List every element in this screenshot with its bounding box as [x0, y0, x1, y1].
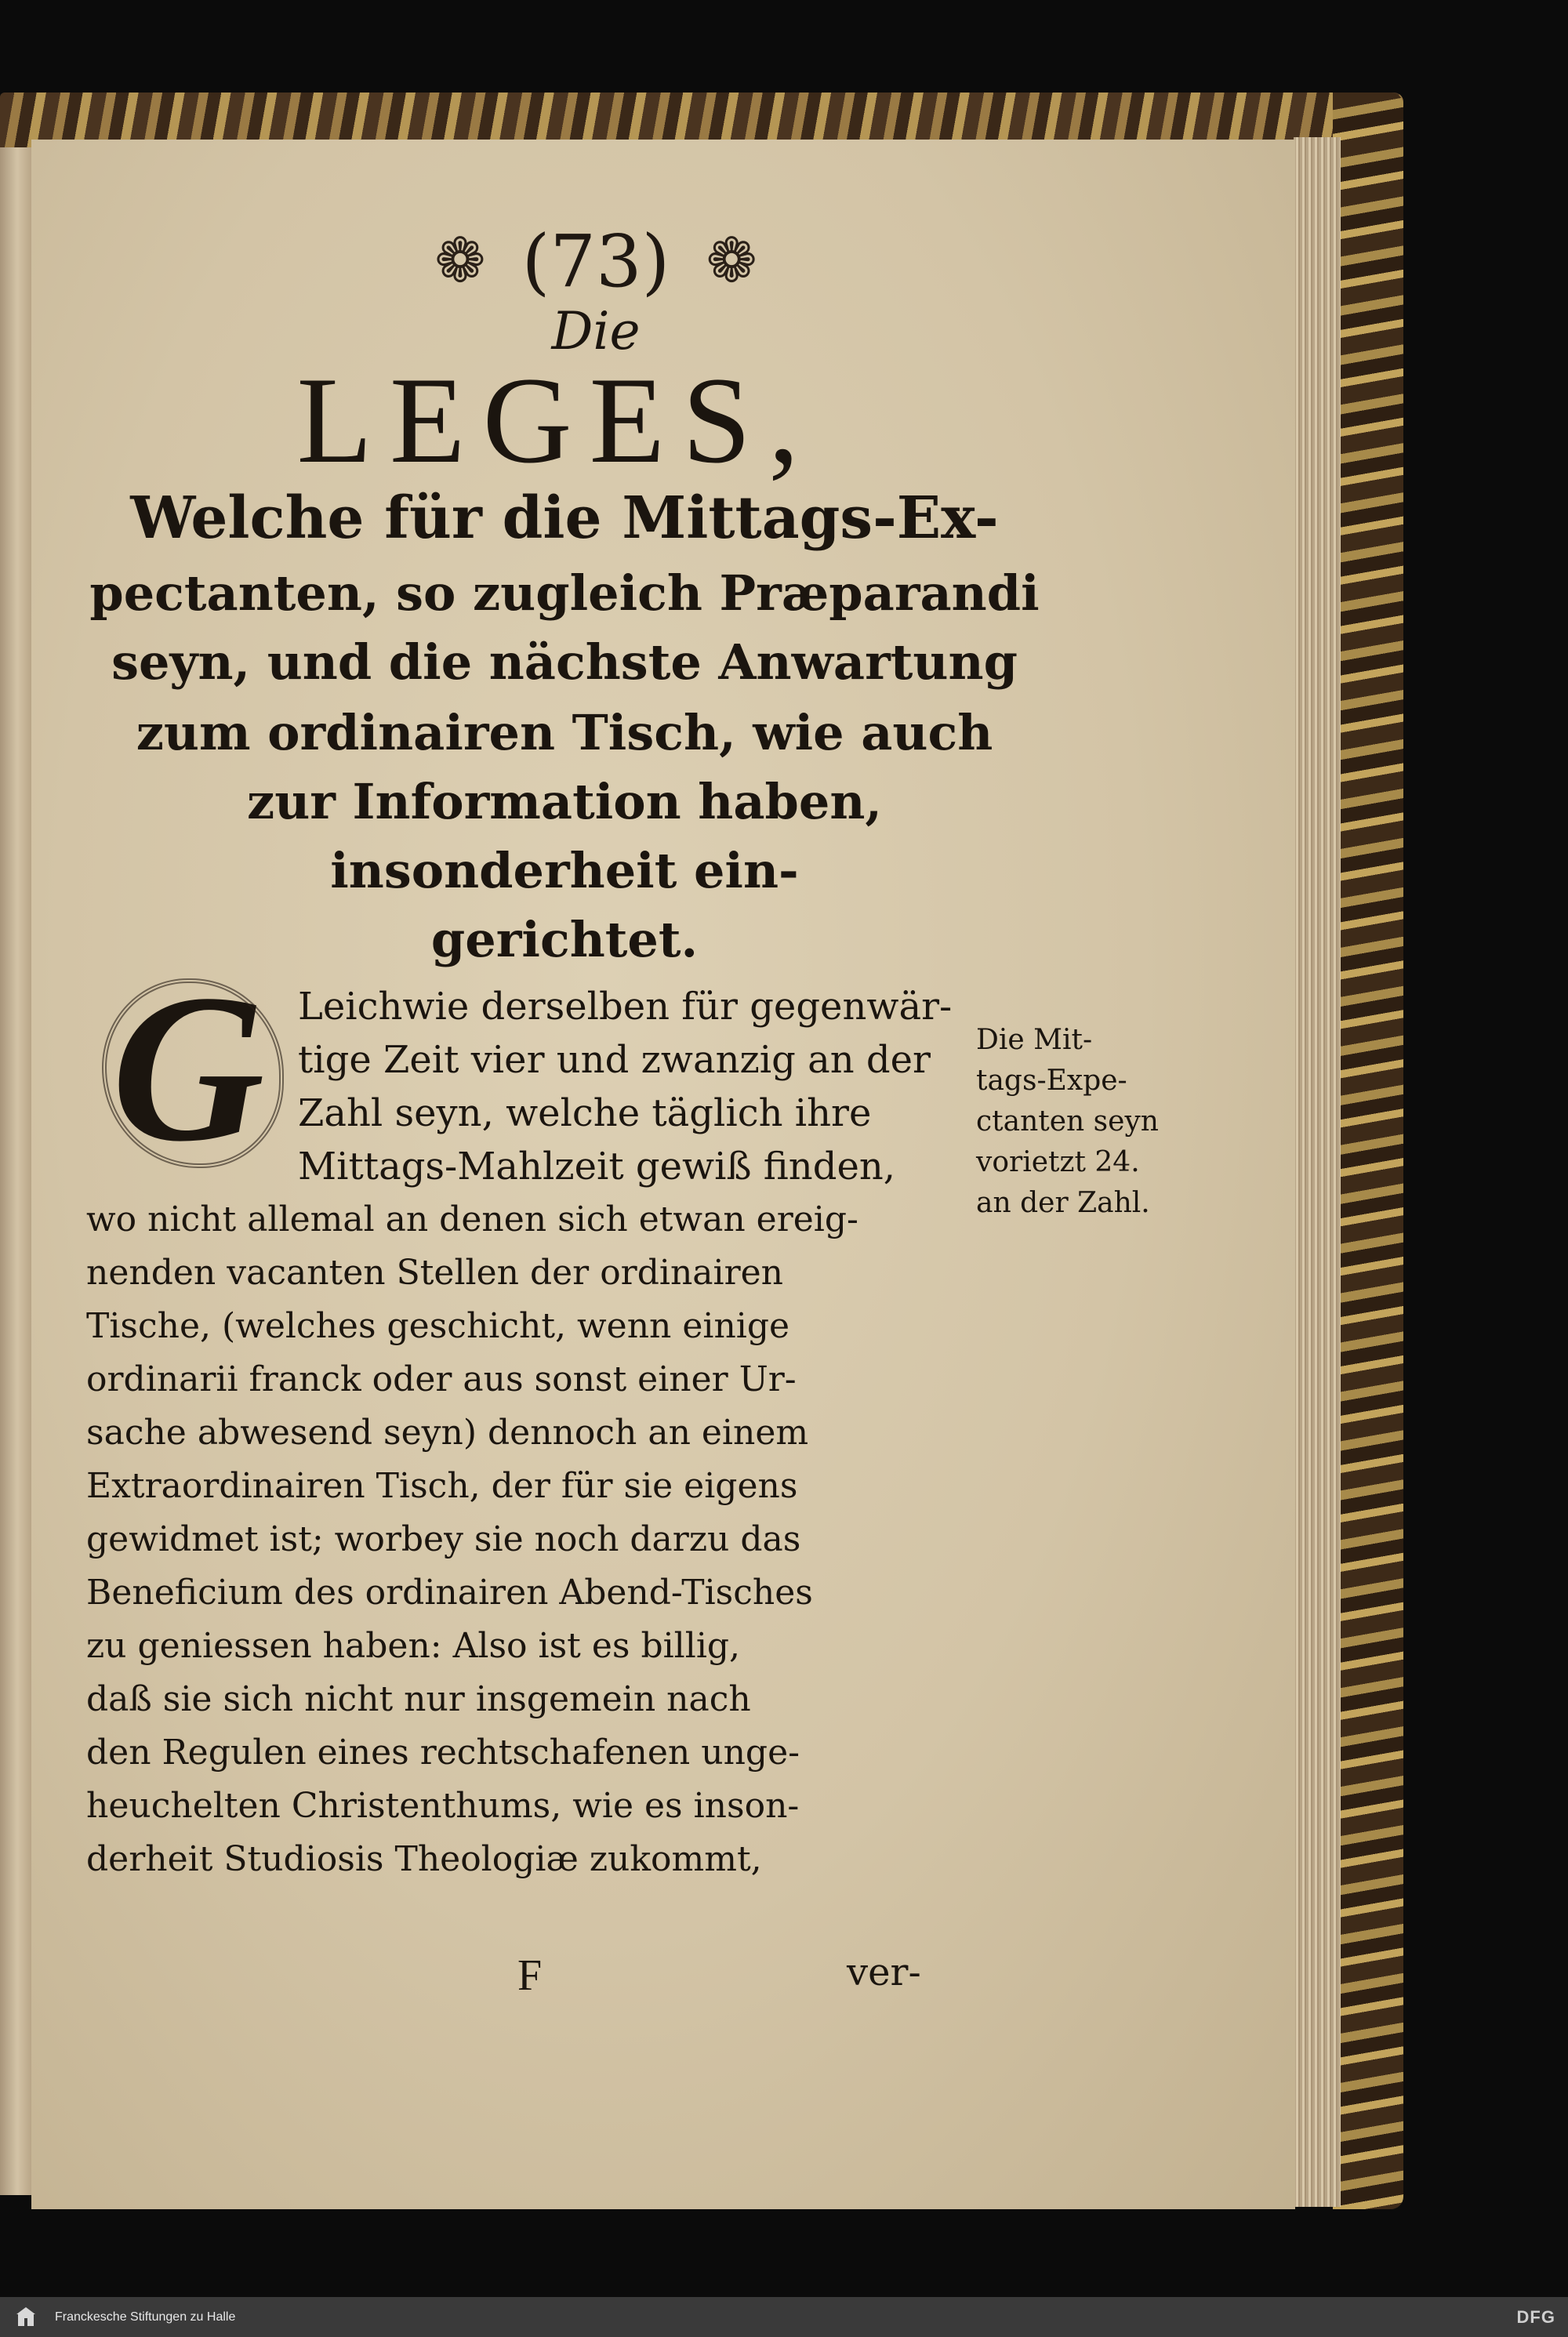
body-line: Tische, (welches geschicht, wenn einige	[86, 1306, 790, 1346]
subtitle-line: zur Information haben,	[247, 773, 882, 830]
left-page-edge	[0, 118, 33, 2195]
body-line: heuchelten Christenthums, wie es inson-	[86, 1786, 800, 1826]
page-header	[361, 218, 831, 304]
body-line: ordinarii franck oder aus sonst einer Ur-	[86, 1359, 797, 1399]
body-line: Leichwie derselben für gegenwär-	[298, 985, 953, 1029]
subtitle-line: seyn, und die nächste Anwartung	[111, 633, 1018, 691]
subtitle-line: pectanten, so zugleich Præparandi	[89, 564, 1040, 622]
body-line: nenden vacanten Stellen der ordinairen	[86, 1253, 784, 1293]
body-line: wo nicht allemal an denen sich etwan ereig-	[86, 1199, 858, 1239]
title-die: Die	[551, 301, 641, 361]
subtitle-line: gerichtet.	[430, 911, 699, 968]
body-line: Zahl seyn, welche täglich ihre	[298, 1091, 872, 1135]
drop-cap: G	[94, 971, 282, 1167]
body-line: sache abwesend seyn) dennoch an einem	[86, 1413, 809, 1453]
signature-mark: F	[517, 1951, 543, 2000]
flower-ornament-icon: ❁	[434, 226, 486, 296]
subtitle-line: Welche für die Mittags-Ex-	[130, 484, 999, 552]
book-page	[31, 140, 1295, 2209]
subtitle-line: zum ordinairen Tisch, wie auch	[136, 704, 993, 761]
dfg-logo: DFG	[1516, 2306, 1555, 2327]
body-line: Beneficium des ordinairen Abend-Tisches	[86, 1573, 813, 1613]
institution-logo-icon	[13, 2304, 39, 2331]
subtitle-line: insonderheit ein-	[330, 842, 799, 899]
body-line: den Regulen eines rechtschafenen unge-	[86, 1733, 800, 1773]
margin-note-line: ctanten seyn	[976, 1105, 1159, 1138]
margin-note-line: vorietzt 24.	[976, 1146, 1140, 1178]
book-cover-right	[1333, 93, 1403, 2209]
page-number: (73)	[521, 219, 670, 303]
body-line: Extraordinairen Tisch, der für sie eigens	[86, 1466, 798, 1506]
body-line: Mittags-Mahlzeit gewiß finden,	[298, 1145, 896, 1188]
title-leges: LEGES,	[296, 352, 817, 489]
body-line: gewidmet ist; worbey sie noch darzu das	[86, 1519, 801, 1559]
body-line: derheit Studiosis Theologiæ zukommt,	[86, 1839, 762, 1879]
page-stack-edge	[1294, 137, 1341, 2207]
flower-ornament-icon: ❁	[706, 226, 757, 296]
body-line: tige Zeit vier und zwanzig an der	[298, 1038, 931, 1082]
footer-bar	[0, 2297, 1568, 2337]
margin-note-line: an der Zahl.	[976, 1187, 1150, 1219]
margin-note-line: tags-Expe-	[976, 1065, 1127, 1097]
body-line: daß sie sich nicht nur insgemein nach	[86, 1679, 751, 1719]
body-line: zu geniessen haben: Also ist es billig,	[86, 1626, 741, 1666]
institution-name[interactable]: Franckesche Stiftungen zu Halle	[55, 2310, 236, 2324]
catchword: ver-	[847, 1951, 921, 1994]
margin-note-line: Die Mit-	[976, 1024, 1093, 1056]
